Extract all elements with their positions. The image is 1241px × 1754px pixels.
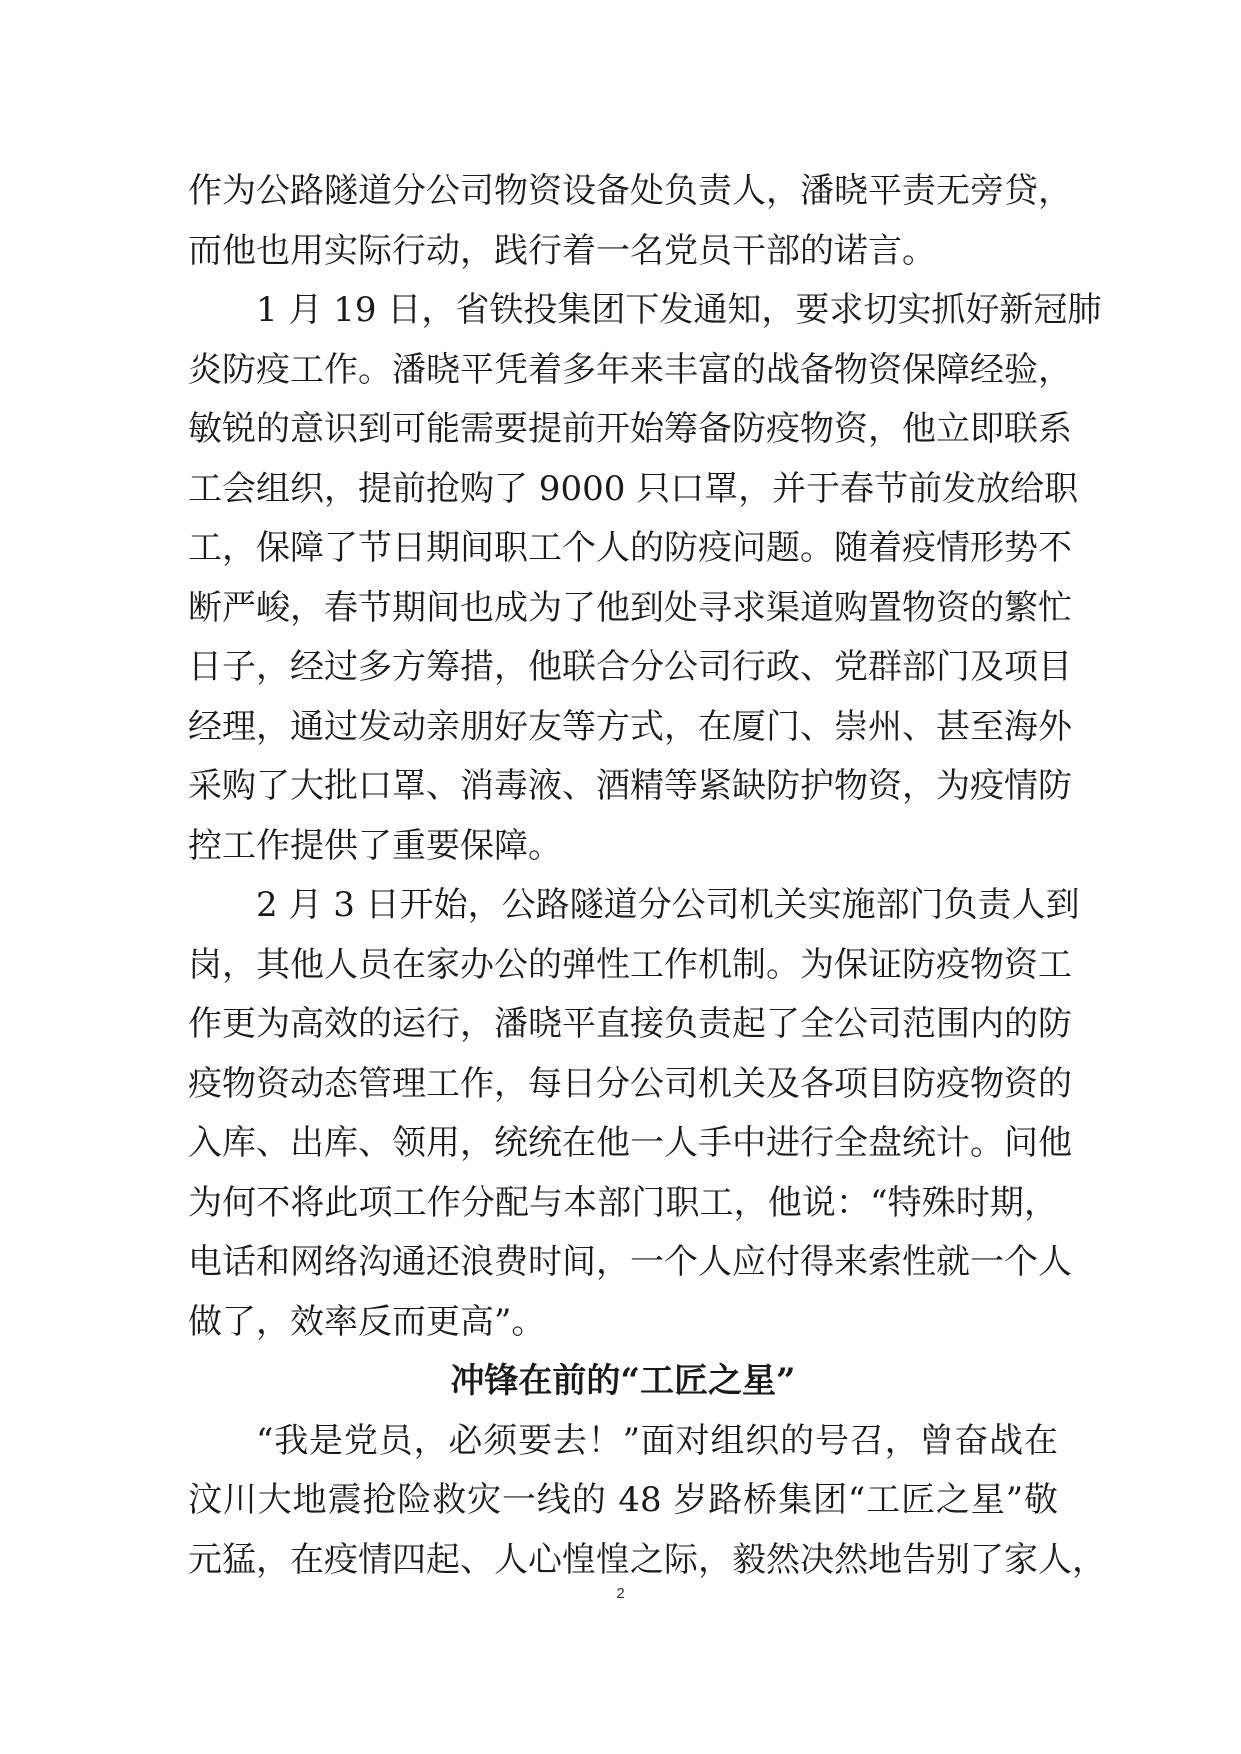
paragraph-line: 岗，其他人员在家办公的弹性工作机制。为保证防疫物资工 (188, 944, 1072, 985)
paragraph-line: 作更为高效的运行，潘晓平直接负责起了全公司范围内的防 (188, 1004, 1072, 1044)
paragraph-line: 2 月 3 日开始，公路隧道分公司机关实施部门负责人到 (256, 885, 1080, 925)
paragraph-line: 元猛，在疫情四起、人心惶惶之际，毅然决然地告别了家人， (188, 1539, 1106, 1580)
paragraph-line: 采购了大批口罩、消毒液、酒精等紧缺防护物资，为疫情防 (188, 766, 1072, 806)
page-number: 2 (616, 1585, 625, 1602)
paragraph-line: 做了，效率反而更高”。 (188, 1301, 546, 1342)
paragraph-line: 为何不将此项工作分配与本部门职工，他说：“特殊时期， (188, 1182, 1058, 1223)
paragraph-line: “我是党员，必须要去！”面对组织的号召，曾奋战在 (256, 1420, 1058, 1461)
body-text (188, 162, 1106, 1590)
paragraph-line: 工，保障了节日期间职工个人的防疫问题。随着疫情形势不 (188, 528, 1072, 568)
paragraph-line: 断严峻，春节期间也成为了他到处寻求渠道购置物资的繁忙 (188, 587, 1072, 628)
paragraph-line: 炎防疫工作。潘晓平凭着多年来丰富的战备物资保障经验， (188, 349, 1072, 390)
paragraph-line: 疫物资动态管理工作，每日分公司机关及各项目防疫物资的 (188, 1063, 1072, 1104)
paragraph-line: 作为公路隧道分公司物资设备处负责人，潘晓平责无旁贷， (188, 171, 1072, 211)
section-heading: 冲锋在前的“工匠之星” (450, 1361, 796, 1401)
paragraph-line: 经理，通过发动亲朋好友等方式，在厦门、崇州、甚至海外 (188, 706, 1072, 747)
paragraph-line: 敏锐的意识到可能需要提前开始筹备防疫物资，他立即联系 (188, 409, 1072, 449)
paragraph-line: 工会组织，提前抢购了 9000 只口罩，并于春节前发放给职 (188, 468, 1079, 509)
paragraph-line: 电话和网络沟通还浪费时间，一个人应付得来索性就一个人 (188, 1242, 1072, 1282)
paragraph-line: 日子，经过多方筹措，他联合分公司行政、党群部门及项目 (188, 647, 1072, 687)
paragraph-line: 1 月 19 日，省铁投集团下发通知，要求切实抓好新冠肺 (256, 290, 1102, 330)
paragraph-line: 入库、出库、领用，统统在他一人手中进行全盘统计。问他 (188, 1123, 1072, 1163)
paragraph-line: 而他也用实际行动，践行着一名党员干部的诺言。 (188, 230, 936, 271)
paragraph-line: 控工作提供了重要保障。 (188, 825, 562, 866)
paragraph-line: 汶川大地震抢险救灾一线的 48 岁路桥集团“工匠之星”敬 (188, 1480, 1058, 1520)
